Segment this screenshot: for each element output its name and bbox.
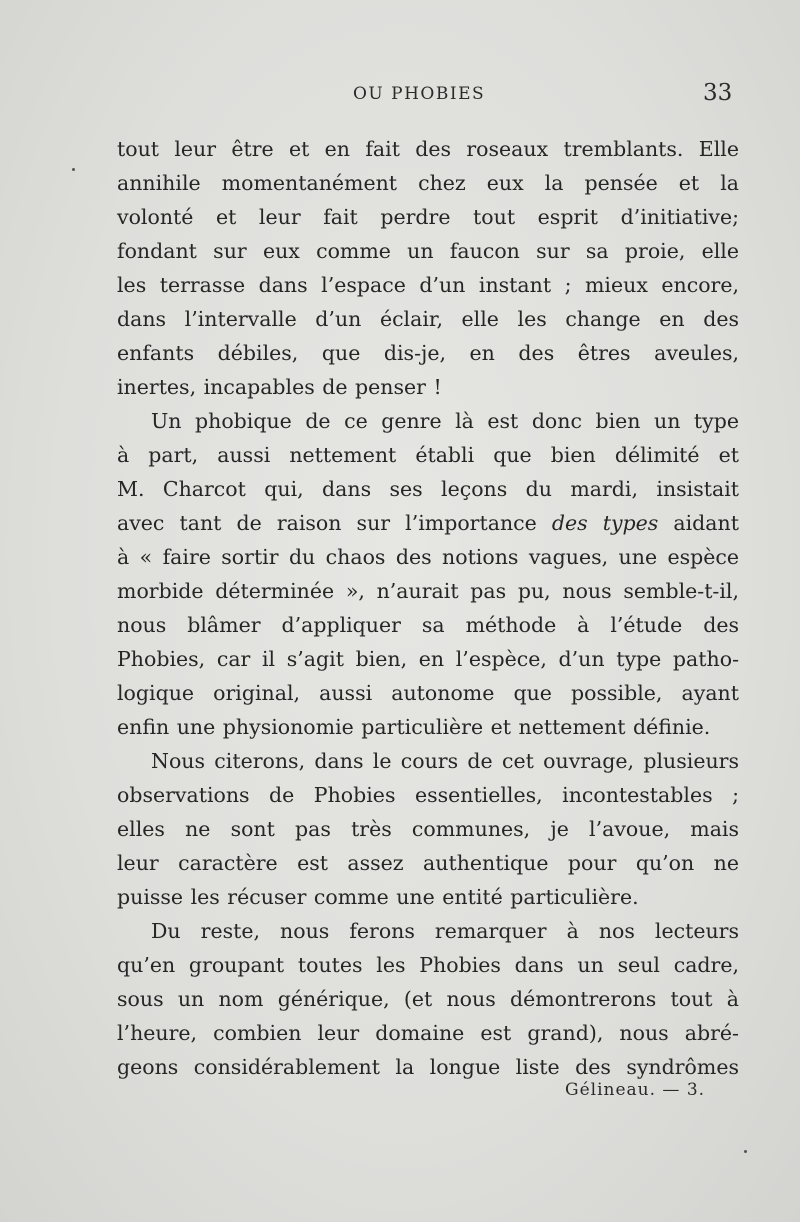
emphasized-phrase: des types: [551, 511, 659, 535]
text-line-7: enfants débiles, que dis-je, en des êtres aveules,: [117, 341, 739, 365]
ink-speck: [744, 1150, 747, 1153]
text-line-12-start: avec tant de raison sur l’importance: [117, 511, 537, 535]
text-line-2: annihile momentanément chez eux la pensée et la: [117, 171, 739, 195]
text-line-5: les terrasse dans l’espace d’un instant ; mieux encore,: [117, 273, 739, 297]
text-line-16: Phobies, car il s’agit bien, en l’espèce, d’un type patho-: [117, 647, 739, 671]
running-header: [0, 80, 800, 110]
text-line-25: qu’en groupant toutes les Phobies dans un seul cadre,: [117, 953, 739, 977]
running-title: OU PHOBIES: [353, 84, 486, 104]
signature-mark: Gélineau. — 3.: [565, 1080, 706, 1100]
text-line-20: observations de Phobies essentielles, incontestables ;: [117, 783, 739, 807]
text-line-1: tout leur être et en fait des roseaux tremblants. Elle: [117, 137, 739, 161]
text-line-18: enfin une physionomie particulière et nettement définie.: [117, 715, 711, 739]
body-text: [117, 132, 739, 1084]
text-line-12-end: aidant: [673, 511, 739, 535]
text-line-17: logique original, aussi autonome que possible, ayant: [117, 681, 739, 705]
text-line-15: nous blâmer d’appliquer sa méthode à l’étude des: [117, 613, 739, 637]
text-line-10: à part, aussi nettement établi que bien délimité et: [117, 443, 739, 467]
text-line-13: à « faire sortir du chaos des notions vagues, une espèce: [117, 545, 739, 569]
text-line-14: morbide déterminée », n’aurait pas pu, nous semble-t-il,: [117, 579, 739, 603]
page-number: 33: [703, 80, 733, 106]
text-line-8: inertes, incapables de penser !: [117, 375, 442, 399]
text-line-6: dans l’intervalle d’un éclair, elle les change en des: [117, 307, 739, 331]
text-line-27: l’heure, combien leur domaine est grand), nous abré-: [117, 1021, 739, 1045]
text-line-12: [117, 506, 739, 540]
text-line-24: Du reste, nous ferons remarquer à nos lecteurs: [151, 919, 739, 943]
text-line-21: elles ne sont pas très communes, je l’avoue, mais: [117, 817, 739, 841]
text-line-3: volonté et leur fait perdre tout esprit d’initiative;: [117, 205, 739, 229]
text-line-9: Un phobique de ce genre là est donc bien un type: [151, 409, 739, 433]
ink-speck: [72, 168, 75, 171]
text-line-23: puisse les récuser comme une entité particulière.: [117, 885, 639, 909]
text-line-19: Nous citerons, dans le cours de cet ouvrage, plusieurs: [151, 749, 739, 773]
text-line-4: fondant sur eux comme un faucon sur sa proie, elle: [117, 239, 739, 263]
text-line-28: geons considérablement la longue liste des syndrômes: [117, 1055, 739, 1079]
text-line-26: sous un nom générique, (et nous démontrerons tout à: [117, 987, 739, 1011]
text-line-11: M. Charcot qui, dans ses leçons du mardi, insistait: [117, 477, 739, 501]
text-line-22: leur caractère est assez authentique pour qu’on ne: [117, 851, 739, 875]
